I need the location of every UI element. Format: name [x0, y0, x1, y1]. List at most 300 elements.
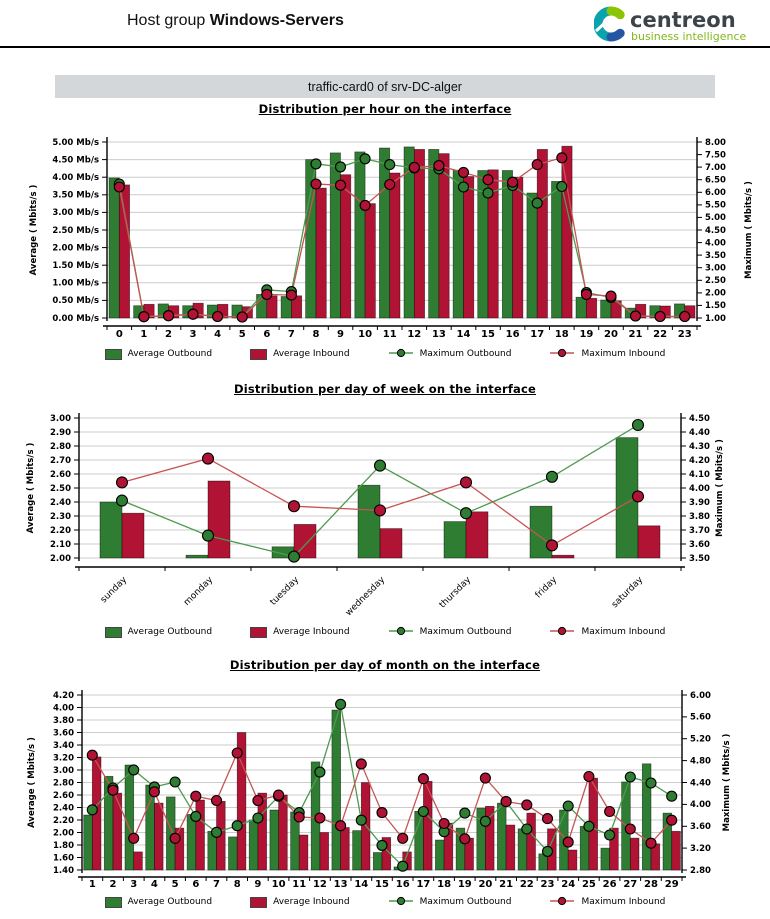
left-tick-label: 2.00 — [53, 828, 74, 839]
right-tick-label: 7.00 — [705, 162, 726, 173]
category-label: 20 — [478, 879, 493, 890]
left-tick-label: 2.80 — [50, 441, 71, 452]
bar-average-outbound — [270, 810, 279, 870]
bar-average-outbound — [415, 811, 424, 870]
point-maximum-outbound — [459, 182, 469, 192]
point-maximum-inbound — [108, 785, 118, 795]
point-maximum-inbound — [563, 837, 573, 847]
bar-average-outbound — [502, 171, 512, 319]
line-maximum-inbound — [119, 158, 684, 317]
chart-per-weekday — [0, 382, 770, 640]
right-tick-label: 8.00 — [705, 137, 726, 148]
category-label: 11 — [382, 329, 397, 340]
point-maximum-outbound — [532, 198, 542, 208]
category-label: 16 — [505, 329, 520, 340]
left-tick-label: 2.70 — [50, 455, 71, 466]
left-tick-label: 0.50 Mb/s — [52, 296, 99, 307]
legend-item-maximum-outbound — [388, 896, 512, 909]
point-maximum-inbound — [170, 833, 180, 843]
legend-label: Average Inbound — [273, 349, 350, 359]
left-tick-label: 3.50 Mb/s — [52, 190, 99, 201]
right-tick-label: 3.20 — [690, 843, 711, 854]
bar-average-outbound — [330, 153, 340, 318]
bar-average-outbound — [125, 765, 134, 870]
category-label: monday — [182, 575, 216, 608]
left-tick-label: 3.00 Mb/s — [52, 208, 99, 219]
point-maximum-inbound — [286, 290, 296, 300]
bar-average-outbound — [435, 840, 444, 870]
category-label: 5 — [171, 879, 179, 890]
centreon-logo — [594, 4, 762, 49]
category-label: 2 — [109, 879, 117, 890]
category-label: 18 — [437, 879, 452, 890]
legend-item-average-outbound — [105, 349, 212, 360]
plot-svg — [0, 678, 770, 892]
chart-per-monthday-plot — [0, 678, 770, 892]
bar-average-inbound — [316, 188, 326, 318]
point-maximum-inbound — [532, 160, 542, 170]
right-tick-label: 4.00 — [689, 483, 710, 494]
chart-per-weekday-legend — [0, 624, 770, 640]
point-maximum-outbound — [289, 551, 300, 562]
right-tick-label: 4.40 — [689, 427, 710, 438]
bar-average-inbound — [380, 529, 402, 558]
category-label: 8 — [312, 329, 320, 340]
category-label: 6 — [263, 329, 271, 340]
point-maximum-inbound — [439, 819, 449, 829]
bar-average-inbound — [414, 149, 424, 318]
bar-average-inbound — [134, 852, 143, 870]
right-tick-label: 1.00 — [705, 313, 726, 324]
centreon-logo-icon — [594, 4, 762, 44]
category-label: 1 — [140, 329, 148, 340]
point-maximum-inbound — [188, 309, 198, 319]
right-axis-title: Maximum ( Mbits/s ) — [744, 181, 754, 279]
category-label: saturday — [610, 575, 646, 611]
right-tick-label: 7.50 — [705, 150, 726, 161]
category-label: 4 — [150, 879, 158, 890]
left-tick-label: 4.50 Mb/s — [52, 155, 99, 166]
category-label: 27 — [623, 879, 638, 890]
point-maximum-inbound — [581, 289, 591, 299]
category-label: 28 — [644, 879, 658, 890]
centreon-c-mark-icon — [596, 11, 620, 37]
legend-item-average-inbound — [250, 349, 350, 360]
point-maximum-inbound — [237, 312, 247, 322]
left-tick-label: 1.80 — [53, 840, 74, 851]
left-tick-label: 2.50 Mb/s — [52, 225, 99, 236]
legend-item-average-inbound — [250, 627, 350, 638]
left-tick-label: 2.10 — [50, 539, 71, 550]
legend-label: Maximum Outbound — [419, 627, 512, 637]
right-tick-label: 5.50 — [705, 200, 726, 211]
bar-average-outbound — [109, 178, 119, 318]
point-maximum-outbound — [480, 816, 490, 826]
legend-label: Average Outbound — [127, 627, 213, 637]
bar-average-inbound — [113, 793, 122, 870]
legend-item-maximum-outbound — [388, 348, 512, 361]
bar-average-inbound — [527, 813, 536, 870]
legend-item-average-inbound — [250, 897, 350, 908]
right-tick-label: 2.80 — [690, 865, 711, 876]
left-tick-label: 1.50 Mb/s — [52, 261, 99, 271]
category-label: 24 — [561, 879, 576, 890]
point-maximum-inbound — [680, 312, 690, 322]
left-axis-title: Average ( Mbits/s ) — [27, 737, 37, 828]
left-tick-label: 2.00 Mb/s — [52, 243, 99, 254]
point-maximum-inbound — [501, 797, 511, 807]
point-maximum-inbound — [191, 791, 201, 801]
bar-average-outbound — [576, 297, 586, 318]
bar-average-outbound — [444, 522, 466, 558]
point-maximum-inbound — [87, 750, 97, 760]
bar-average-inbound — [552, 555, 574, 558]
legend-swatch-icon — [105, 349, 122, 360]
left-tick-label: 2.90 — [50, 427, 71, 438]
point-maximum-inbound — [459, 167, 469, 177]
bar-average-inbound — [513, 177, 523, 318]
category-label: 15 — [375, 879, 389, 890]
category-label: 19 — [579, 329, 594, 340]
point-maximum-outbound — [385, 160, 395, 170]
point-maximum-inbound — [434, 161, 444, 171]
point-maximum-inbound — [460, 834, 470, 844]
bar-average-outbound — [373, 853, 382, 871]
legend-label: Maximum Inbound — [581, 627, 666, 637]
point-maximum-outbound — [646, 778, 656, 788]
point-maximum-inbound — [409, 162, 419, 172]
point-maximum-inbound — [203, 453, 214, 464]
point-maximum-outbound — [170, 777, 180, 787]
chart-per-hour-plot — [0, 122, 770, 344]
bar-average-outbound — [518, 829, 527, 870]
logo-tagline: business intelligence — [631, 30, 747, 43]
point-maximum-outbound — [356, 815, 366, 825]
point-maximum-outbound — [633, 420, 644, 431]
bar-average-outbound — [429, 149, 439, 318]
category-label: 8 — [233, 879, 241, 890]
point-maximum-inbound — [631, 311, 641, 321]
right-tick-label: 3.60 — [689, 539, 710, 550]
point-maximum-inbound — [398, 833, 408, 843]
point-maximum-outbound — [311, 159, 321, 169]
point-maximum-inbound — [557, 153, 567, 163]
left-tick-label: 4.00 Mb/s — [52, 173, 99, 183]
left-tick-label: 1.40 — [53, 865, 74, 876]
point-maximum-inbound — [375, 505, 386, 516]
right-tick-label: 4.40 — [690, 778, 711, 789]
point-maximum-inbound — [289, 501, 300, 512]
point-maximum-inbound — [232, 748, 242, 758]
point-maximum-outbound — [543, 846, 553, 856]
right-tick-label: 4.00 — [690, 800, 711, 811]
point-maximum-inbound — [646, 838, 656, 848]
bar-average-inbound — [154, 803, 163, 870]
point-maximum-outbound — [418, 807, 428, 817]
category-label: 13 — [431, 329, 446, 340]
point-maximum-inbound — [461, 477, 472, 488]
category-label: 23 — [540, 879, 555, 890]
bar-average-inbound — [439, 154, 449, 318]
legend-swatch-icon — [105, 627, 122, 638]
service-banner — [55, 75, 715, 98]
chart-per-monthday-legend — [0, 894, 770, 910]
point-maximum-inbound — [139, 312, 149, 322]
plot-svg — [0, 122, 770, 344]
point-maximum-inbound — [667, 815, 677, 825]
point-maximum-inbound — [543, 814, 553, 824]
chart-per-hour — [0, 102, 770, 362]
bar-average-outbound — [527, 193, 537, 318]
category-label: 7 — [287, 329, 295, 340]
bar-average-inbound — [506, 825, 515, 870]
left-tick-label: 2.40 — [50, 497, 71, 508]
bar-average-inbound — [466, 512, 488, 558]
bar-average-outbound — [187, 814, 196, 870]
point-maximum-inbound — [356, 759, 366, 769]
chart-per-weekday-title: Distribution per day of week on the interface — [233, 382, 537, 396]
point-maximum-inbound — [274, 790, 284, 800]
bar-average-outbound — [379, 148, 389, 318]
left-tick-label: 3.60 — [53, 728, 74, 739]
point-maximum-outbound — [522, 824, 532, 834]
category-label: 12 — [407, 329, 422, 340]
bar-average-outbound — [146, 785, 155, 870]
bar-average-inbound — [320, 833, 329, 871]
legend-item-average-outbound — [105, 627, 212, 638]
point-maximum-inbound — [253, 796, 263, 806]
legend-item-maximum-inbound — [549, 896, 665, 909]
category-label: 10 — [358, 329, 373, 340]
bar-average-outbound — [186, 555, 208, 558]
point-maximum-outbound — [87, 805, 97, 815]
legend-label: Maximum Inbound — [581, 897, 666, 907]
legend-line-dot-icon — [549, 626, 575, 639]
bar-average-inbound — [390, 173, 400, 318]
left-tick-label: 2.40 — [53, 803, 74, 814]
legend-label: Average Inbound — [273, 897, 350, 907]
legend-label: Maximum Outbound — [419, 349, 512, 359]
category-label: thursday — [437, 575, 474, 611]
logo-wordmark: centreon — [630, 8, 736, 32]
category-label: 17 — [530, 329, 545, 340]
category-label: 11 — [292, 879, 307, 890]
left-tick-label: 2.60 — [50, 469, 71, 480]
left-tick-label: 2.20 — [50, 525, 71, 536]
bar-average-inbound — [299, 835, 308, 870]
left-tick-label: 3.20 — [53, 753, 74, 764]
category-label: 21 — [628, 329, 643, 340]
bar-average-outbound — [353, 831, 362, 870]
legend-label: Average Outbound — [127, 897, 213, 907]
point-maximum-outbound — [557, 182, 567, 192]
point-maximum-outbound — [336, 699, 346, 709]
bar-average-outbound — [601, 848, 610, 870]
point-maximum-inbound — [262, 289, 272, 299]
category-label: 26 — [602, 879, 617, 890]
left-axis-title: Average ( Mbits/s ) — [26, 442, 36, 534]
plot-svg — [0, 402, 770, 622]
category-label: wednesday — [343, 575, 388, 619]
right-tick-label: 3.80 — [689, 511, 710, 522]
bar-average-outbound — [453, 170, 463, 318]
point-maximum-inbound — [212, 796, 222, 806]
point-maximum-inbound — [311, 179, 321, 189]
category-label: 14 — [354, 879, 369, 890]
legend-item-maximum-outbound — [388, 626, 512, 639]
bar-average-inbound — [119, 185, 129, 318]
category-label: 22 — [519, 879, 534, 890]
point-maximum-inbound — [336, 180, 346, 190]
bar-average-inbound — [638, 526, 660, 558]
right-tick-label: 3.70 — [689, 525, 710, 536]
left-tick-label: 4.00 — [53, 703, 74, 714]
right-tick-label: 3.00 — [705, 263, 726, 274]
point-maximum-inbound — [129, 833, 139, 843]
category-label: sunday — [98, 575, 130, 606]
right-tick-label: 1.50 — [705, 301, 726, 312]
bar-average-outbound — [100, 502, 122, 558]
right-tick-label: 4.50 — [705, 225, 726, 236]
legend-swatch-icon — [105, 897, 122, 908]
category-label: 4 — [214, 329, 222, 340]
bar-average-outbound — [552, 181, 562, 318]
left-tick-label: 2.50 — [50, 483, 71, 494]
left-tick-label: 3.00 — [50, 413, 71, 424]
bar-average-outbound — [497, 803, 506, 870]
bar-average-inbound — [365, 204, 375, 318]
legend-item-maximum-inbound — [549, 348, 665, 361]
point-maximum-outbound — [360, 154, 370, 164]
category-label: 21 — [499, 879, 514, 890]
legend-label: Maximum Outbound — [419, 897, 512, 907]
point-maximum-inbound — [483, 175, 493, 185]
category-label: 25 — [581, 879, 596, 890]
right-tick-label: 3.50 — [705, 250, 726, 261]
service-banner-title: traffic-card0 of srv-DC-alger — [308, 79, 462, 94]
point-maximum-outbound — [232, 821, 242, 831]
point-maximum-inbound — [336, 821, 346, 831]
point-maximum-inbound — [480, 773, 490, 783]
point-maximum-outbound — [129, 765, 139, 775]
point-maximum-inbound — [625, 824, 635, 834]
point-maximum-outbound — [584, 821, 594, 831]
bar-average-inbound — [537, 149, 547, 318]
chart-per-weekday-plot — [0, 402, 770, 622]
bar-average-inbound — [341, 828, 350, 871]
point-maximum-inbound — [114, 182, 124, 192]
bar-average-outbound — [355, 152, 365, 318]
category-label: 2 — [165, 329, 172, 340]
point-maximum-outbound — [375, 460, 386, 471]
right-tick-label: 4.80 — [690, 756, 711, 767]
left-tick-label: 2.20 — [53, 815, 74, 826]
point-maximum-inbound — [294, 812, 304, 822]
bar-average-inbound — [568, 850, 577, 870]
right-tick-label: 4.10 — [689, 469, 710, 480]
point-maximum-inbound — [385, 180, 395, 190]
point-maximum-inbound — [584, 772, 594, 782]
right-tick-label: 4.00 — [705, 238, 726, 249]
category-label: 5 — [238, 329, 246, 340]
category-label: 22 — [653, 329, 668, 340]
point-maximum-outbound — [212, 827, 222, 837]
point-maximum-inbound — [605, 807, 615, 817]
bar-average-inbound — [341, 175, 351, 318]
category-label: 18 — [554, 329, 569, 340]
legend-line-dot-icon — [388, 896, 414, 909]
point-maximum-inbound — [418, 774, 428, 784]
legend-swatch-icon — [250, 349, 267, 360]
point-maximum-outbound — [253, 813, 263, 823]
right-tick-label: 4.20 — [689, 455, 710, 466]
point-maximum-inbound — [633, 491, 644, 502]
bar-average-outbound — [332, 710, 341, 870]
point-maximum-outbound — [191, 811, 201, 821]
chart-per-hour-legend — [0, 346, 770, 362]
category-label: 9 — [337, 329, 344, 340]
left-tick-label: 0.00 Mb/s — [52, 313, 99, 324]
bar-average-inbound — [586, 298, 596, 318]
category-label: 9 — [254, 879, 262, 890]
point-maximum-outbound — [460, 808, 470, 818]
right-tick-label: 6.00 — [705, 188, 726, 199]
right-tick-label: 4.30 — [689, 441, 710, 452]
category-label: 23 — [677, 329, 692, 340]
legend-label: Maximum Inbound — [581, 349, 666, 359]
report-header — [0, 0, 770, 48]
category-label: 1 — [88, 879, 96, 890]
point-maximum-outbound — [377, 840, 387, 850]
legend-item-maximum-inbound — [549, 626, 665, 639]
left-tick-label: 2.80 — [53, 778, 74, 789]
legend-line-dot-icon — [388, 348, 414, 361]
category-label: 3 — [130, 879, 138, 890]
point-maximum-outbound — [117, 495, 128, 506]
line-maximum-outbound — [119, 159, 684, 317]
chart-per-monthday — [0, 658, 770, 910]
legend-line-dot-icon — [549, 348, 575, 361]
point-maximum-outbound — [315, 767, 325, 777]
category-label: 6 — [192, 879, 200, 890]
left-tick-label: 3.00 — [53, 765, 74, 776]
chart-per-hour-title: Distribution per hour on the interface — [258, 102, 512, 116]
legend-swatch-icon — [250, 627, 267, 638]
bar-average-outbound — [580, 826, 589, 870]
page-title-prefix: Host group — [127, 12, 206, 29]
point-maximum-outbound — [605, 830, 615, 840]
category-label: 15 — [481, 329, 495, 340]
right-tick-label: 3.90 — [689, 497, 710, 508]
left-tick-label: 2.00 — [50, 553, 71, 564]
point-maximum-outbound — [461, 508, 472, 519]
point-maximum-inbound — [606, 291, 616, 301]
point-maximum-outbound — [667, 791, 677, 801]
bar-average-inbound — [485, 806, 494, 870]
bar-average-inbound — [672, 831, 681, 870]
bar-average-inbound — [630, 838, 639, 870]
point-maximum-inbound — [164, 311, 174, 321]
bar-average-outbound — [358, 485, 380, 558]
point-maximum-outbound — [398, 861, 408, 871]
point-maximum-inbound — [315, 813, 325, 823]
category-label: 12 — [312, 879, 327, 890]
point-maximum-inbound — [377, 808, 387, 818]
point-maximum-inbound — [508, 177, 518, 187]
left-axis-title: Average ( Mbits/s ) — [29, 184, 39, 276]
left-tick-label: 2.30 — [50, 511, 71, 522]
category-label: 10 — [271, 879, 286, 890]
